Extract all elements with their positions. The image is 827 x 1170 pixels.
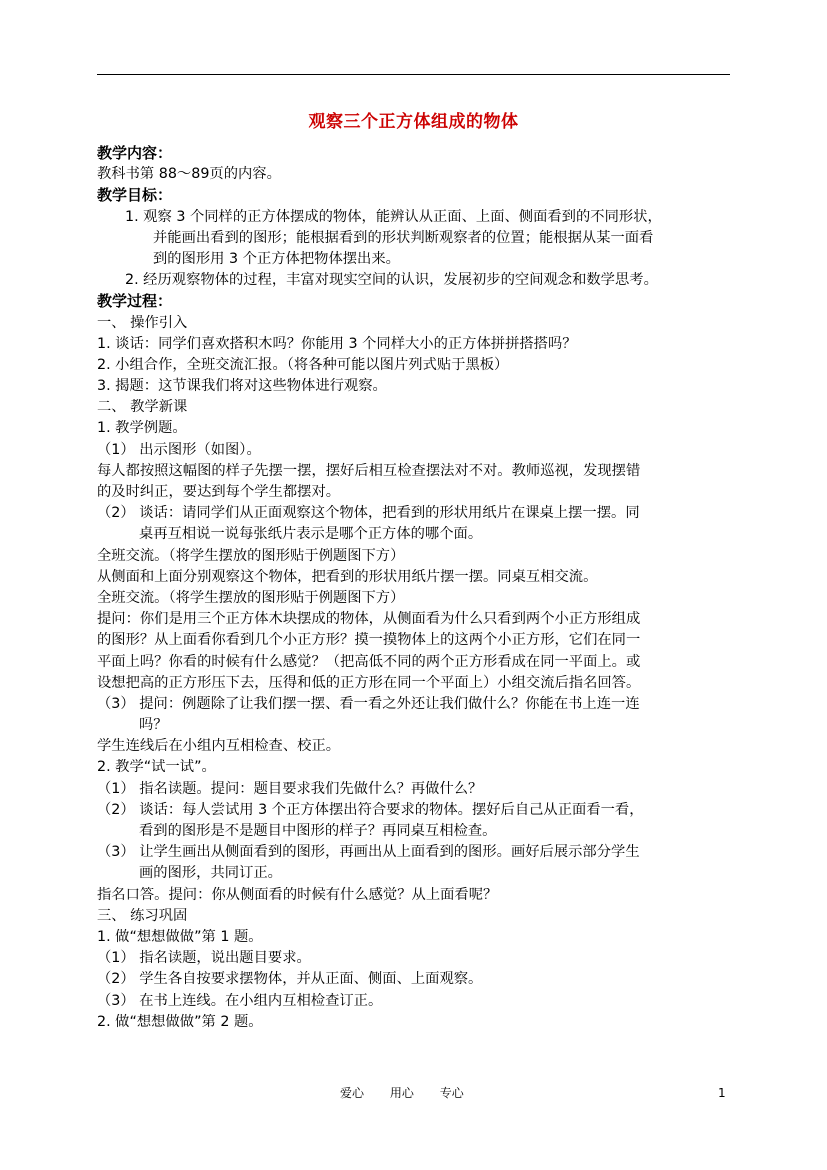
text-line: 指名口答。提问：你从侧面看的时候有什么感觉？从上面看呢？ — [97, 886, 498, 903]
text-line: （1） 指名读题，说出题目要求。 — [97, 950, 311, 967]
footer-motto-1: 爱心 — [340, 1086, 365, 1100]
text-line: 二、 教学新课 — [97, 399, 188, 416]
text-line: 学生连线后在小组内互相检查、校正。 — [97, 738, 341, 755]
text-line: 桌再互相说一说每张纸片表示是哪个正方体的哪个面。 — [139, 526, 483, 543]
section-heading: 教学目标： — [97, 186, 173, 205]
text-line: （2） 学生各自按要求摆物体，并从正面、侧面、上面观察。 — [97, 971, 483, 988]
text-line: 1. 谈话：同学们喜欢搭积木吗？你能用 3 个同样大小的正方体拼拼搭搭吗？ — [97, 335, 577, 352]
text-line: 2. 小组合作，全班交流汇报。（将各种可能以图片列式贴于黑板） — [97, 356, 509, 373]
text-line: （3） 提问：例题除了让我们摆一摆、看一看之外还让我们做什么？你能在书上连一连 — [97, 695, 640, 712]
text-line: 画的图形，共同订正。 — [139, 865, 282, 882]
footer-motto-3: 专心 — [439, 1086, 464, 1100]
text-line: 平面上吗？你看的时候有什么感觉？（把高低不同的两个正方形看成在同一平面上。或 — [97, 653, 641, 670]
footer-motto — [340, 1084, 486, 1102]
text-line: （1） 指名读题。提问：题目要求我们先做什么？再做什么？ — [97, 780, 483, 797]
text-line: （1） 出示图形（如图）。 — [97, 441, 261, 458]
text-line: （2） 谈话：每人尝试用 3 个正方体摆出符合要求的物体。摆好后自己从正面看一看， — [97, 801, 644, 818]
text-line: （3） 在书上连线。在小组内互相检查订正。 — [97, 992, 383, 1009]
text-line: 看到的图形是不是题目中图形的样子？再同桌互相检查。 — [139, 823, 497, 839]
text-line: 全班交流。（将学生摆放的图形贴于例题图下方） — [97, 589, 405, 606]
text-line: 2. 教学“试一试”。 — [97, 759, 216, 776]
text-line: 并能画出看到的图形；能根据看到的形状判断观察者的位置；能根据从某一面看 — [153, 229, 654, 246]
text-line: 三、 练习巩固 — [97, 907, 188, 924]
text-line: 教科书第 88～89页的内容。 — [97, 166, 281, 183]
text-line: 2. 做“想想做做”第 2 题。 — [97, 1013, 263, 1030]
section-heading: 教学内容： — [97, 144, 173, 162]
text-line: 的及时纠正，要达到每个学生都摆对。 — [97, 484, 341, 500]
text-line: 1. 观察 3 个同样的正方体摆成的物体，能辨认从正面、上面、侧面看到的不同形状， — [125, 208, 662, 225]
page-number: 1 — [718, 1086, 726, 1100]
footer-motto-2: 用心 — [389, 1086, 414, 1100]
text-line: 每人都按照这幅图的样子先摆一摆，摆好后相互检查摆法对不对。教师巡视，发现摆错 — [97, 462, 641, 479]
text-line: 的图形？从上面看你看到几个小正方形？摸一摸物体上的这两个小正方形，它们在同一 — [97, 632, 641, 649]
document-body — [97, 143, 733, 1033]
text-line: 到的图形用 3 个正方体把物体摆出来。 — [153, 250, 400, 267]
section-heading: 教学过程： — [97, 292, 173, 311]
text-line: 设想把高的正方形压下去，压得和低的正方形在同一个平面上）小组交流后指名回答。 — [97, 674, 641, 691]
header-rule — [97, 74, 730, 75]
text-line: 提问：你们是用三个正方体木块摆成的物体，从侧面看为什么只看到两个小正方形组成 — [97, 611, 641, 628]
text-line: 从侧面和上面分别观察这个物体，把看到的形状用纸片摆一摆。同桌互相交流。 — [97, 568, 598, 585]
document-title: 观察三个正方体组成的物体 — [308, 112, 519, 132]
text-line: 全班交流。（将学生摆放的图形贴于例题图下方） — [97, 547, 405, 564]
text-line: 一、 操作引入 — [97, 314, 188, 331]
text-line: （3） 让学生画出从侧面看到的图形，再画出从上面看到的图形。画好后展示部分学生 — [97, 844, 640, 861]
text-line: 1. 做“想想做做”第 1 题。 — [97, 928, 263, 945]
text-line: 吗？ — [139, 717, 168, 734]
text-line: 2. 经历观察物体的过程，丰富对现实空间的认识，发展初步的空间观念和数学思考。 — [125, 272, 658, 289]
text-line: 3. 揭题：这节课我们将对这些物体进行观察。 — [97, 378, 387, 395]
text-line: 1. 教学例题。 — [97, 420, 187, 437]
text-line: （2） 谈话：请同学们从正面观察这个物体，把看到的形状用纸片在课桌上摆一摆。同 — [97, 505, 640, 522]
